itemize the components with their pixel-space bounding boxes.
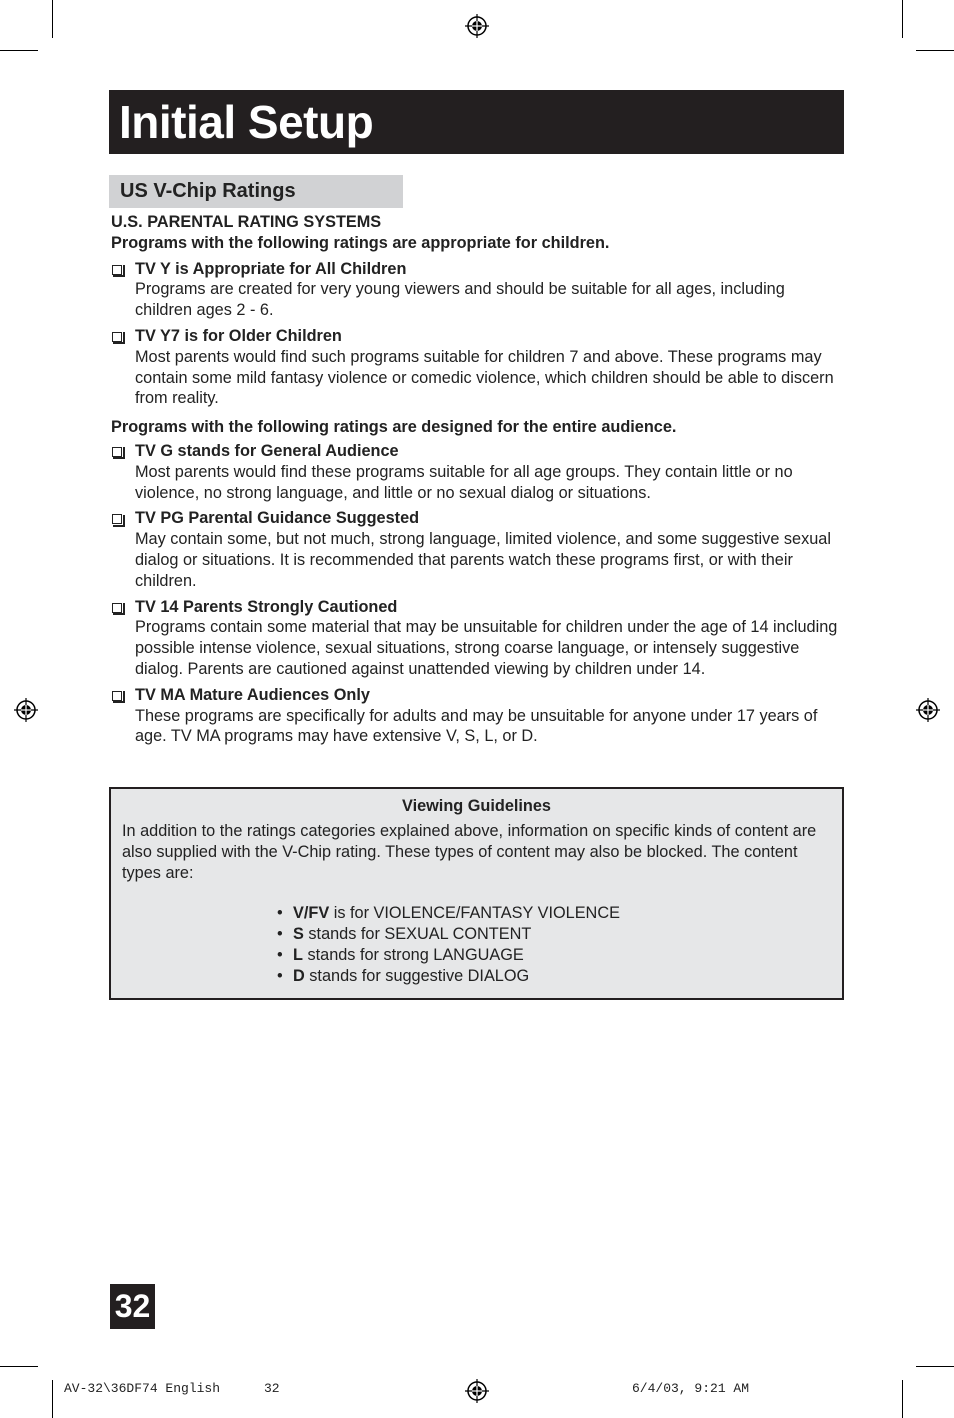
rating-item	[111, 259, 841, 321]
rating-item	[111, 441, 841, 503]
crop-mark	[0, 50, 38, 51]
rating-item	[111, 685, 841, 747]
slug-page: 32	[264, 1381, 280, 1396]
rating-item	[111, 597, 841, 680]
registration-mark-icon	[465, 14, 489, 38]
rating-item	[111, 326, 841, 409]
checkbox-bullet-icon	[112, 514, 122, 524]
rating-title: TV MA Mature Audiences Only	[135, 685, 370, 704]
section-title: US V-Chip Ratings	[120, 180, 296, 202]
rating-title: TV 14 Parents Strongly Cautioned	[135, 597, 398, 616]
checkbox-bullet-icon	[112, 332, 122, 342]
registration-mark-icon	[465, 1379, 489, 1403]
content-description: is for VIOLENCE/FANTASY VIOLENCE	[329, 904, 620, 922]
list-item	[277, 945, 620, 966]
rating-description: May contain some, but not much, strong language, limited violence, and some suggestive sexual dialog or situations. It is recommended that parents watch these programs first, or with their children.	[135, 530, 831, 590]
content-code: S	[293, 925, 304, 943]
guidelines-text: In addition to the ratings categories explained above, information on specific kinds of content are also supplied with the V-Chip rating. These types of content may also be blocked. The content types are:	[122, 822, 817, 882]
crop-mark	[916, 50, 954, 51]
content-description: stands for suggestive DIALOG	[304, 967, 530, 985]
crop-mark	[52, 1380, 53, 1418]
rating-title: TV Y is Appropriate for All Children	[135, 259, 407, 278]
page-title: Initial Setup	[119, 96, 374, 148]
rating-title: TV PG Parental Guidance Suggested	[135, 509, 420, 528]
rating-title: TV G stands for General Audience	[135, 441, 399, 460]
rating-description: These programs are specifically for adults and may be unsuitable for anyone under 17 years of age. TV MA programs may have extensive V, S, L, or D.	[135, 706, 818, 746]
crop-mark	[902, 1380, 903, 1418]
rating-description: Programs contain some material that may be unsuitable for children under the age of 14 including possible intense violence, sexual situations, strong coarse language, or intensely suggestive dialog. Parents are cautioned against unattended viewing by children under 14.	[135, 618, 838, 678]
registration-mark-icon	[14, 698, 38, 722]
guidelines-title: Viewing Guidelines	[402, 797, 551, 815]
list-item	[277, 903, 620, 924]
checkbox-bullet-icon	[112, 691, 122, 701]
audience-ratings-heading: Programs with the following ratings are designed for the entire audience.	[111, 418, 677, 437]
rating-item	[111, 508, 841, 591]
registration-mark-icon	[916, 698, 940, 722]
viewing-guidelines-box	[109, 787, 844, 1000]
content-code: D	[293, 967, 305, 985]
section-heading-box	[109, 175, 403, 208]
rating-title: TV Y7 is for Older Children	[135, 326, 342, 345]
crop-mark	[52, 0, 53, 38]
ratings-content	[111, 212, 841, 747]
content-code: L	[293, 946, 303, 964]
rating-description: Most parents would find these programs suitable for all age groups. They contain little or no violence, no strong language, and little or no sexual dialog or situations.	[135, 462, 793, 502]
rating-description: Most parents would find such programs suitable for children 7 and above. These programs may contain some mild fantasy violence or comedic violence, which children should be able to discern from reality.	[135, 347, 834, 408]
children-ratings-heading: Programs with the following ratings are appropriate for children.	[111, 233, 610, 252]
checkbox-bullet-icon	[112, 447, 122, 457]
crop-mark	[902, 0, 903, 38]
content-type-list	[277, 903, 620, 987]
checkbox-bullet-icon	[112, 265, 122, 275]
slug-date: 6/4/03, 9:21 AM	[632, 1381, 750, 1396]
rating-description: Programs are created for very young viewers and should be suitable for all ages, including children ages 2 - 6.	[135, 280, 785, 320]
page-number: 32	[110, 1284, 155, 1329]
crop-mark	[0, 1366, 38, 1367]
content-code: V/FV	[293, 904, 330, 922]
list-item	[277, 966, 620, 987]
content-description: stands for SEXUAL CONTENT	[303, 925, 532, 943]
list-item	[277, 924, 620, 945]
rating-system-heading: U.S. PARENTAL RATING SYSTEMS	[111, 213, 382, 231]
checkbox-bullet-icon	[112, 603, 122, 613]
page-title-bar	[109, 90, 844, 154]
content-description: stands for strong LANGUAGE	[302, 946, 524, 964]
slug-filename: AV-32\36DF74 English	[64, 1381, 221, 1396]
crop-mark	[916, 1366, 954, 1367]
